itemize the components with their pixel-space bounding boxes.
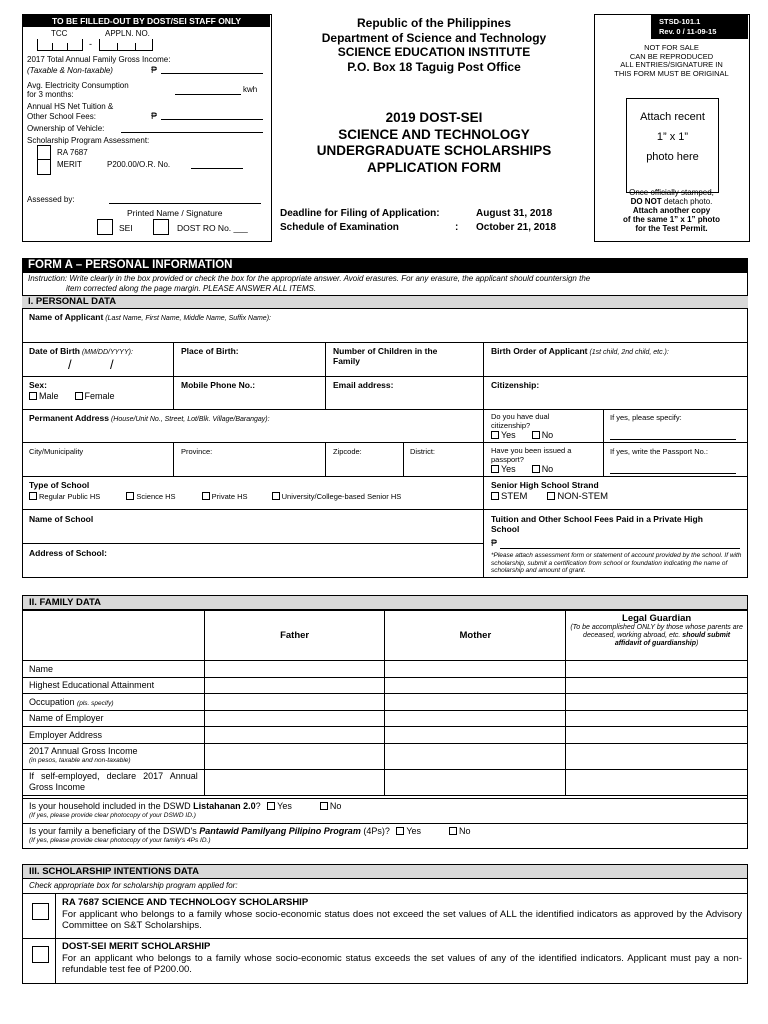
income-peso: ₱: [151, 65, 158, 75]
electricity-sub: for 3 months:: [27, 90, 74, 99]
department-text: Department of Science and Technology: [321, 30, 547, 45]
father-name-cell[interactable]: [204, 661, 385, 678]
table-row: Highest Educational Attainment: [23, 677, 748, 694]
ra7687-option: RA 7687 SCIENCE AND TECHNOLOGY SCHOLARSHIP For applicant who belongs to a family whose socio-economic status does not exceed the set values of ALL the identified indicators as approved by the Advisory Committee on S&T Scholarships.: [62, 897, 742, 931]
passport-question: Have you been issued a passport? Yes No: [484, 443, 604, 477]
sei-label: SEI: [119, 223, 133, 233]
merit-label: MERIT: [57, 160, 82, 169]
merit-fee: P200.00/O.R. No.: [107, 160, 171, 169]
school-fees-peso: ₱: [491, 538, 498, 548]
form-code: STSD-101.1: [659, 17, 701, 26]
4ps-yes-checkbox[interactable]: [396, 827, 404, 835]
ra-label: RA 7687: [57, 148, 88, 157]
non-stem-checkbox[interactable]: [547, 492, 555, 500]
4ps-no-checkbox[interactable]: [449, 827, 457, 835]
dob-field[interactable]: Date of Birth (MM/DD/YYYY): / /: [22, 343, 174, 377]
stamp-notice: Once officially stamped, DO NOT detach photo. Attach another copy of the same 1” x 1” photo for the Test Permit.: [623, 188, 720, 233]
father-header: Father: [204, 611, 385, 661]
male-checkbox[interactable]: [29, 392, 37, 400]
not-for-sale-notice: NOT FOR SALE CAN BE REPRODUCED ALL ENTRIES/SIGNATURE IN THIS FORM MUST BE ORIGINAL: [614, 43, 729, 78]
dost-ro-checkbox[interactable]: [153, 219, 169, 235]
merit-checkbox[interactable]: [32, 946, 49, 963]
4ps-question: Is your family a beneficiary of the DSWD's Pantawid Pamilyang Pilipino Program (4Ps)? Yes No (If yes, please provide clear photocopy of your family's 4Ps ID.): [29, 826, 471, 844]
po-box-text: P.O. Box 18 Taguig Post Office: [347, 59, 521, 74]
title-line-2: SCIENCE AND TECHNOLOGY: [338, 126, 530, 142]
dual-yes-checkbox[interactable]: [491, 431, 499, 439]
electricity-label: Avg. Electricity Consumption: [27, 81, 129, 90]
assessed-by-label: Assessed by:: [27, 195, 75, 204]
dual-no-checkbox[interactable]: [532, 431, 540, 439]
citizenship-field[interactable]: Citizenship:: [484, 377, 748, 410]
exam-label: Schedule of Examination: [280, 222, 399, 233]
assessment-boxes[interactable]: [37, 145, 51, 175]
electricity-line[interactable]: [175, 94, 241, 95]
birth-order-field[interactable]: Birth Order of Applicant (1st child, 2nd child, etc.):: [484, 343, 748, 377]
exam-colon: :: [455, 222, 459, 233]
province-field[interactable]: Province:: [174, 443, 326, 477]
passport-yes-checkbox[interactable]: [491, 465, 499, 473]
income-sub: (Taxable & Non-taxable): [27, 66, 113, 75]
email-field[interactable]: Email address:: [326, 377, 484, 410]
intentions-instruction: Check appropriate box for scholarship program applied for:: [29, 881, 238, 890]
dost-ro-label: DOST RO No. ___: [177, 223, 248, 233]
listahanan-yes-checkbox[interactable]: [267, 802, 275, 810]
stem-checkbox[interactable]: [491, 492, 499, 500]
female-checkbox[interactable]: [75, 392, 83, 400]
form-code-box: [651, 15, 748, 39]
form-a-title: FORM A – PERSONAL INFORMATION: [22, 258, 748, 273]
school-fees-line[interactable]: [500, 548, 740, 549]
table-row: Employer Address: [23, 727, 748, 744]
deadline-value: August 31, 2018: [476, 208, 553, 219]
table-row: Name: [23, 661, 748, 678]
tuition-peso: ₱: [151, 111, 158, 121]
applicant-name-field[interactable]: Name of Applicant (Last Name, First Name, Middle Name, Suffix Name):: [22, 309, 748, 343]
vehicle-label: Ownership of Vehicle:: [27, 124, 105, 133]
tuition-sub: Other School Fees:: [27, 112, 96, 121]
sex-field: Sex: Male Female: [22, 377, 174, 410]
staff-box: [22, 14, 272, 242]
permanent-address-field[interactable]: Permanent Address (House/Unit No., Street, Lot/Blk. Village/Barangay):: [22, 410, 484, 443]
table-row: Occupation (pls. specify): [23, 694, 748, 711]
appln-no-label: APPLN. NO.: [105, 29, 150, 38]
merit-option: DOST-SEI MERIT SCHOLARSHIP For an applicant who belongs to a family whose socio-economic status exceeds the set values of any of the identified indicators. Applicant must pay a non-refundable test fee of P200.00.: [62, 941, 742, 975]
mother-name-cell[interactable]: [385, 661, 566, 678]
intentions-header: III. SCHOLARSHIP INTENTIONS DATA: [22, 864, 748, 879]
institute-text: SCIENCE EDUCATION INSTITUTE: [337, 45, 531, 59]
exam-value: October 21, 2018: [476, 222, 557, 233]
private-hs-checkbox[interactable]: [202, 492, 210, 500]
dob-slash-2: /: [110, 357, 114, 372]
photo-box: [594, 14, 750, 242]
zipcode-field[interactable]: Zipcode:: [326, 443, 404, 477]
mother-header: Mother: [385, 611, 566, 661]
assessment-label: Scholarship Program Assessment:: [27, 136, 150, 145]
tcc-label: TCC: [51, 29, 68, 38]
mobile-field[interactable]: Mobile Phone No.:: [174, 377, 326, 410]
vehicle-line[interactable]: [121, 132, 263, 133]
listahanan-question: Is your household included in the DSWD Listahanan 2.0? Yes No (If yes, please provide clear photocopy of your DSWD ID.): [22, 798, 748, 824]
photo-placeholder[interactable]: Attach recent 1” x 1” photo here: [626, 98, 719, 193]
or-line[interactable]: [191, 168, 243, 169]
kwh-label: kwh: [243, 85, 258, 94]
passport-no-checkbox[interactable]: [532, 465, 540, 473]
tcc-boxes[interactable]: [37, 39, 83, 51]
school-type-field: Type of School Regular Public HS Science HS Private HS University/College-based Senior HS: [22, 477, 484, 510]
form-title: [278, 110, 590, 176]
tuition-label: Annual HS Net Tuition &: [27, 102, 114, 111]
header-block: [284, 16, 584, 74]
ra7687-checkbox[interactable]: [32, 903, 49, 920]
family-data-header: II. FAMILY DATA: [22, 595, 748, 610]
dual-specify-field[interactable]: If yes, please specify:: [604, 410, 748, 443]
sei-checkbox[interactable]: [97, 219, 113, 235]
school-address-field[interactable]: Address of School:: [22, 544, 484, 578]
science-hs-checkbox[interactable]: [126, 492, 134, 500]
children-count-field[interactable]: Number of Children in the Family: [326, 343, 484, 377]
guardian-header: Legal Guardian (To be accomplished ONLY by those whose parents are deceased, working abroad, etc. should submit affidavit of guardianship): [566, 611, 748, 661]
republic-text: Republic of the Philippines: [356, 16, 511, 30]
income-label: 2017 Total Annual Family Gross Income:: [27, 55, 171, 64]
university-shs-checkbox[interactable]: [272, 492, 280, 500]
personal-data-header: I. PERSONAL DATA: [22, 295, 748, 309]
family-table: [22, 610, 748, 796]
shs-strand-field: Senior High School Strand STEM NON-STEM: [484, 477, 748, 510]
regular-hs-checkbox[interactable]: [29, 492, 37, 500]
tuition-line[interactable]: [161, 119, 263, 120]
school-fees-label: Tuition and Other School Fees Paid in a Private High School: [491, 514, 703, 534]
place-of-birth-field[interactable]: Place of Birth:: [174, 343, 326, 377]
signature-line[interactable]: [109, 203, 261, 204]
income-line[interactable]: [161, 73, 263, 74]
revision-code: Rev. 0 / 11-09-15: [659, 27, 717, 36]
appln-dash: -: [89, 39, 92, 49]
table-row: If self-employed, declare 2017 Annual Gross Income: [23, 769, 748, 795]
table-row: Name of Employer: [23, 710, 748, 727]
school-name-field[interactable]: Name of School: [22, 510, 484, 544]
staff-box-header: TO BE FILLED-OUT BY DOST/SEI STAFF ONLY: [23, 15, 270, 27]
title-line-1: 2019 DOST-SEI: [385, 110, 483, 125]
district-field[interactable]: District:: [404, 443, 484, 477]
title-line-4: APPLICATION FORM: [367, 159, 501, 175]
form-a-instruction: Instruction: Write clearly in the box provided or check the box for the appropriate answer. Avoid erasures. For any erasure, the applicant should countersign the item corrected along the page margin. PLEASE ANSWER ALL ITEMS.: [28, 274, 591, 293]
table-row: 2017 Annual Gross Income (in pesos, taxable and non-taxable): [23, 743, 748, 769]
title-line-3: UNDERGRADUATE SCHOLARSHIPS: [316, 143, 552, 158]
listahanan-no-checkbox[interactable]: [320, 802, 328, 810]
guardian-name-cell[interactable]: [566, 661, 748, 678]
printed-name-label: Printed Name / Signature: [127, 208, 223, 218]
dual-citizenship-field: Do you have dual citizenship? Yes No: [484, 410, 604, 443]
appln-boxes[interactable]: [99, 39, 153, 51]
passport-no-field[interactable]: If yes, write the Passport No.:: [604, 443, 748, 477]
school-fees-note: *Please attach assessment form or statement of account provided by the school. If with scholarship, submit a certification from school or foundation indicating the name of scholarship and amount of grant.: [491, 552, 742, 574]
deadline-label: Deadline for Filing of Application:: [280, 208, 440, 219]
dob-slash-1: /: [68, 357, 72, 372]
city-field[interactable]: City/Municipality: [22, 443, 174, 477]
